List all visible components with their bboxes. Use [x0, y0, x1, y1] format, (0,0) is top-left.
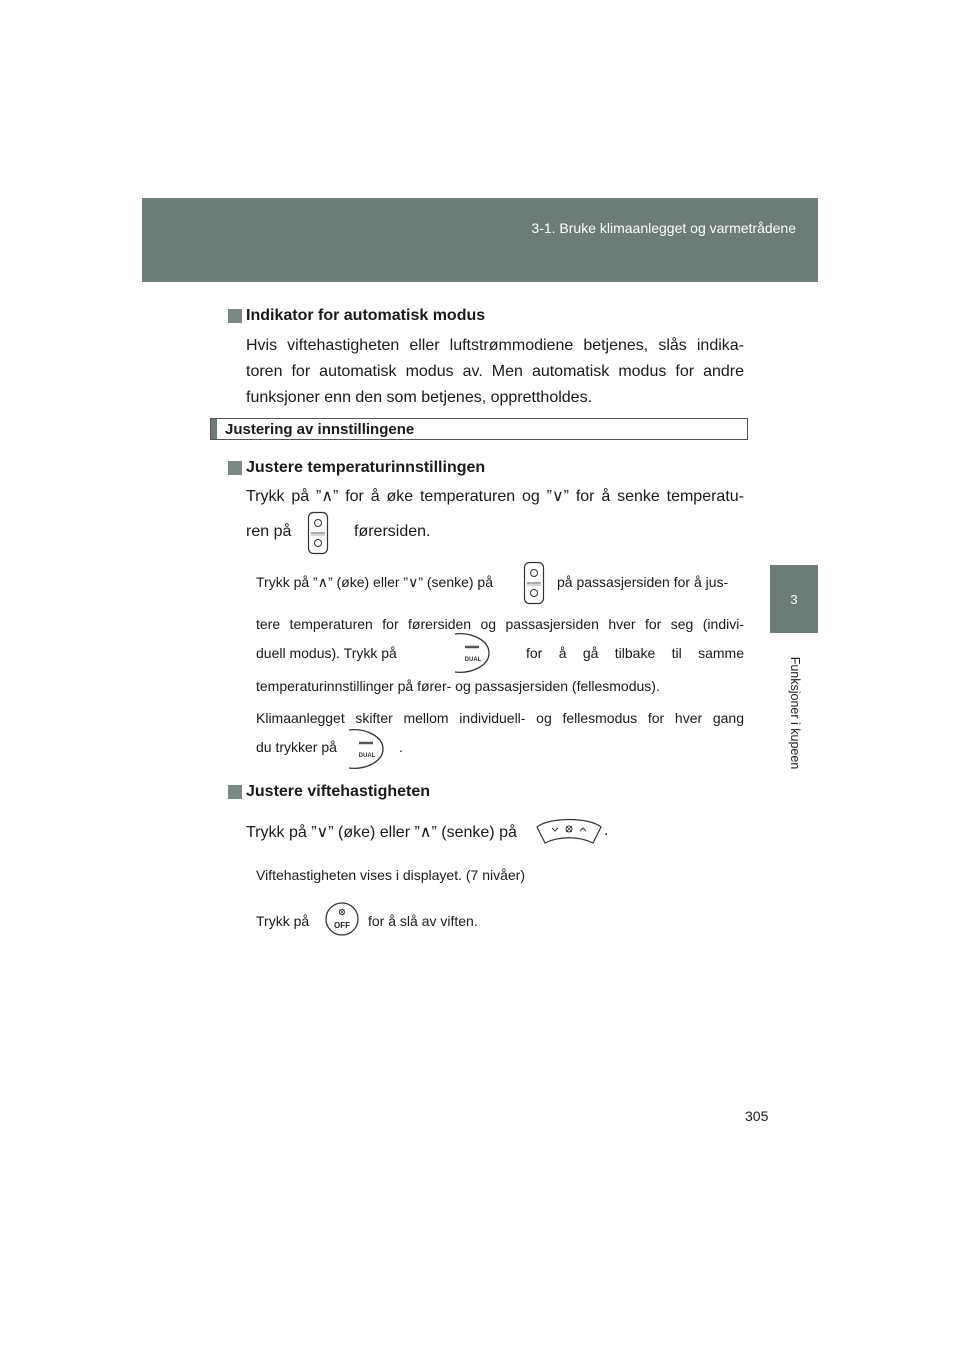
adjust-section-header — [210, 418, 748, 440]
dual-label: DUAL — [358, 753, 376, 759]
auto-mode-heading: Indikator for automatisk modus — [246, 307, 486, 324]
heading-bullet — [228, 461, 242, 475]
dual-label: DUAL — [464, 657, 482, 663]
temperature-instruction-line2b: førersiden. — [354, 523, 431, 540]
temperature-instruction-line1: Trykk på ”∧” for å øke temperaturen og ”∨” for å senke temperatu- — [246, 488, 744, 505]
section-title: 3-1. Bruke klimaanlegget og varmetrådene — [531, 220, 796, 236]
temperature-note-line4: temperaturinnstillinger på fører- og passasjersiden (fellesmodus). — [256, 678, 660, 694]
fan-note-line2a: Trykk på — [256, 913, 310, 929]
dual-button-icon — [345, 726, 387, 772]
chapter-tab: 3 — [770, 565, 818, 633]
temperature-instruction-line2a: ren på — [246, 523, 292, 540]
temperature-note-line6a: du trykker på — [256, 739, 337, 755]
chapter-label — [786, 645, 804, 780]
temperature-note-line5: Klimaanlegget skifter mellom individuell- og fellesmodus for hver gang — [256, 710, 744, 726]
fan-speed-button-icon — [535, 815, 603, 845]
heading-bullet — [228, 309, 242, 323]
chapter-title: Funksjoner i kupeen — [788, 656, 802, 769]
fan-off-button-icon — [324, 898, 360, 940]
temperature-note-line3a: duell modus). Trykk på — [256, 645, 397, 661]
fan-heading: Justere viftehastigheten — [246, 783, 431, 800]
temperature-note-line6b: . — [399, 739, 403, 755]
page-header-bar — [142, 198, 818, 282]
temperature-rocker-switch-icon — [307, 511, 329, 555]
fan-instruction-a: Trykk på ”∨” (øke) eller ”∧” (senke) på — [246, 824, 517, 841]
off-label: OFF — [334, 921, 350, 930]
heading-bullet — [228, 785, 242, 799]
temperature-note-line3b: for å gå tilbake til samme — [526, 645, 744, 661]
temperature-rocker-switch-icon — [523, 561, 545, 605]
fan-instruction-b: . — [604, 822, 609, 839]
temperature-heading: Justere temperaturinnstillingen — [246, 459, 486, 476]
temperature-note-line1a: Trykk på ”∧” (øke) eller ”∨” (senke) på — [256, 574, 494, 590]
fan-note-line1: Viftehastigheten vises i displayet. (7 nivåer) — [256, 867, 525, 883]
temperature-note-line1b: på passasjersiden for å jus- — [557, 574, 729, 590]
dual-button-icon — [451, 630, 493, 676]
adjust-section-title: Justering av innstillingene — [225, 421, 415, 438]
temperature-note-line2: tere temperaturen for førersiden og passasjersiden hver for seg (indivi- — [256, 616, 744, 632]
page-number: 305 — [745, 1108, 769, 1124]
auto-mode-body: Hvis viftehastigheten eller luftstrømmodiene betjenes, slås indika-toren for automatisk modus av. Men automatisk modus for andre funksjoner enn den som betjenes, opprettholdes. — [246, 337, 744, 406]
section-accent — [211, 419, 217, 439]
fan-note-line2b: for å slå av viften. — [368, 913, 478, 929]
